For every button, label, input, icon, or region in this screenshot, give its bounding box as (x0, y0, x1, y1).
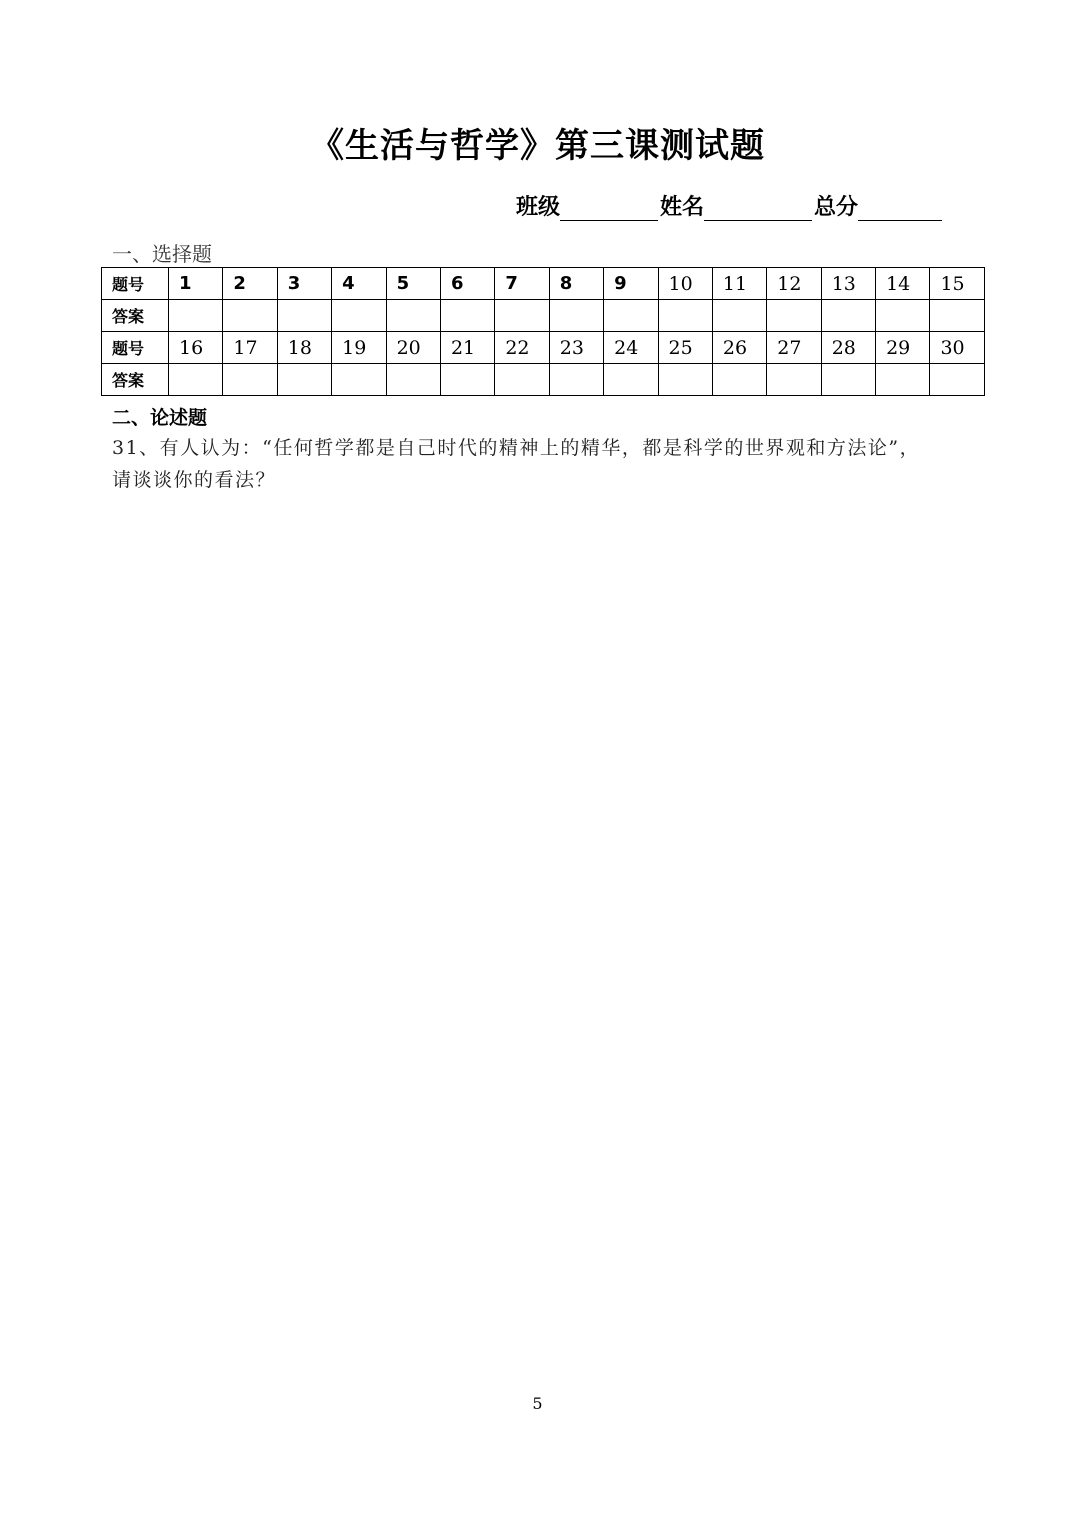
question-number-cell: 17 (223, 332, 277, 364)
name-label: 姓名 (660, 195, 705, 220)
question-number-label: 题号 (102, 332, 169, 364)
answer-cell[interactable] (495, 300, 549, 332)
answer-cell[interactable] (549, 300, 603, 332)
question-number-cell: 19 (332, 332, 386, 364)
question-number-cell: 15 (930, 268, 984, 300)
answer-cell[interactable] (277, 300, 331, 332)
question-number-cell: 3 (277, 268, 331, 300)
question-number-cell: 14 (876, 268, 930, 300)
answer-cell[interactable] (440, 364, 494, 396)
page-number: 5 (532, 1394, 543, 1413)
score-blank[interactable] (858, 196, 942, 221)
score-label: 总分 (814, 195, 859, 220)
answer-label: 答案 (102, 364, 169, 396)
answer-cell[interactable] (386, 364, 440, 396)
answer-cell[interactable] (169, 300, 223, 332)
question-number-cell: 28 (821, 332, 875, 364)
answer-cell[interactable] (386, 300, 440, 332)
question-number-cell: 16 (169, 332, 223, 364)
answer-cell[interactable] (767, 300, 821, 332)
table-row (102, 332, 985, 364)
question-number-cell: 4 (332, 268, 386, 300)
question-31-text: 31、有人认为：“任何哲学都是自己时代的精神上的精华，都是科学的世界观和方法论”，请谈谈你的看法？ (112, 437, 921, 491)
answer-cell[interactable] (604, 364, 658, 396)
answer-cell[interactable] (767, 364, 821, 396)
student-info-line (516, 190, 944, 221)
question-number-cell: 8 (549, 268, 603, 300)
answer-cell[interactable] (876, 364, 930, 396)
question-number-cell: 12 (767, 268, 821, 300)
answer-cell[interactable] (332, 364, 386, 396)
answer-cell[interactable] (440, 300, 494, 332)
question-number-cell: 6 (440, 268, 494, 300)
question-number-cell: 9 (604, 268, 658, 300)
question-number-cell: 24 (604, 332, 658, 364)
answer-cell[interactable] (658, 300, 712, 332)
question-number-cell: 21 (440, 332, 494, 364)
answer-cell[interactable] (277, 364, 331, 396)
table-row (102, 364, 985, 396)
table-row (102, 300, 985, 332)
table-row (102, 268, 985, 300)
question-number-cell: 20 (386, 332, 440, 364)
page-title: 《生活与哲学》第三课测试题 (310, 126, 765, 166)
answer-cell[interactable] (604, 300, 658, 332)
name-blank[interactable] (704, 196, 812, 221)
answer-cell[interactable] (821, 364, 875, 396)
section-essay-heading: 二、论述题 (112, 407, 208, 429)
question-number-cell: 11 (712, 268, 766, 300)
answer-cell[interactable] (821, 300, 875, 332)
question-number-cell: 27 (767, 332, 821, 364)
class-blank[interactable] (560, 196, 658, 221)
question-number-cell: 29 (876, 332, 930, 364)
section-choice-heading: 一、选择题 (112, 242, 212, 266)
answer-cell[interactable] (658, 364, 712, 396)
answer-cell[interactable] (495, 364, 549, 396)
question-number-cell: 22 (495, 332, 549, 364)
question-number-cell: 10 (658, 268, 712, 300)
answer-cell[interactable] (712, 364, 766, 396)
class-label: 班级 (516, 195, 561, 220)
question-number-cell: 18 (277, 332, 331, 364)
question-number-label: 题号 (102, 268, 169, 300)
answer-cell[interactable] (549, 364, 603, 396)
answer-cell[interactable] (876, 300, 930, 332)
question-number-cell: 7 (495, 268, 549, 300)
question-number-cell: 23 (549, 332, 603, 364)
answer-table (101, 267, 985, 396)
question-number-cell: 25 (658, 332, 712, 364)
question-number-cell: 30 (930, 332, 984, 364)
answer-cell[interactable] (712, 300, 766, 332)
question-number-cell: 5 (386, 268, 440, 300)
question-number-cell: 26 (712, 332, 766, 364)
question-number-cell: 1 (169, 268, 223, 300)
answer-cell[interactable] (223, 300, 277, 332)
question-number-cell: 13 (821, 268, 875, 300)
answer-label: 答案 (102, 300, 169, 332)
answer-cell[interactable] (223, 364, 277, 396)
answer-cell[interactable] (930, 300, 984, 332)
question-number-cell: 2 (223, 268, 277, 300)
answer-cell[interactable] (332, 300, 386, 332)
answer-cell[interactable] (930, 364, 984, 396)
answer-cell[interactable] (169, 364, 223, 396)
